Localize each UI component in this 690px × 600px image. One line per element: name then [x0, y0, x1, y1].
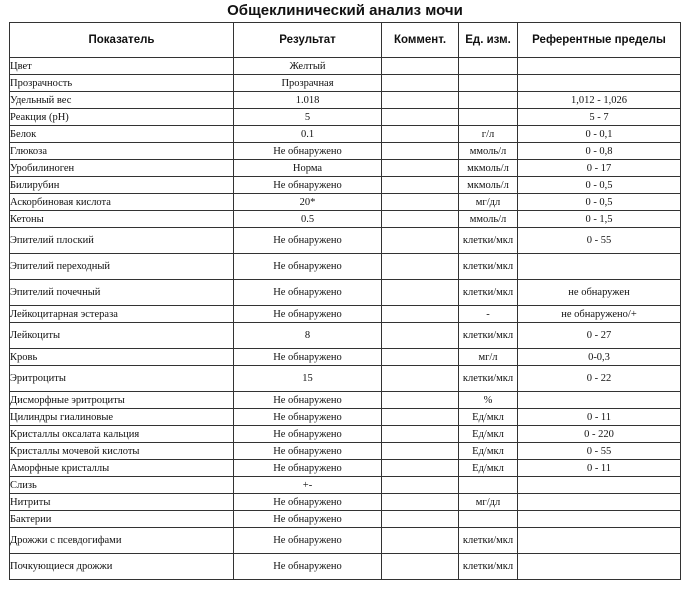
- column-header-comment: Коммент.: [382, 23, 459, 58]
- table-row: [10, 554, 681, 580]
- cell-ref: [518, 254, 681, 280]
- cell-result: Норма: [234, 160, 382, 177]
- cell-comment: [382, 126, 459, 143]
- header-row: [10, 23, 681, 58]
- cell-name: Кристаллы мочевой кислоты: [10, 443, 234, 460]
- cell-result: Не обнаружено: [234, 306, 382, 323]
- cell-name: Уробилиноген: [10, 160, 234, 177]
- cell-ref: 5 - 7: [518, 109, 681, 126]
- cell-result: 8: [234, 323, 382, 349]
- cell-name: Удельный вес: [10, 92, 234, 109]
- cell-ref: [518, 58, 681, 75]
- cell-result: 15: [234, 366, 382, 392]
- table-row: [10, 177, 681, 194]
- cell-name: Билирубин: [10, 177, 234, 194]
- cell-ref: [518, 528, 681, 554]
- table-row: [10, 460, 681, 477]
- cell-result: Не обнаружено: [234, 143, 382, 160]
- cell-result: Не обнаружено: [234, 349, 382, 366]
- cell-result: 5: [234, 109, 382, 126]
- cell-unit: ммоль/л: [459, 143, 518, 160]
- cell-result: Желтый: [234, 58, 382, 75]
- cell-result: 0.1: [234, 126, 382, 143]
- table-row: [10, 228, 681, 254]
- cell-unit: ммоль/л: [459, 211, 518, 228]
- cell-name: Аморфные кристаллы: [10, 460, 234, 477]
- cell-unit: [459, 58, 518, 75]
- column-header-result: Результат: [234, 23, 382, 58]
- cell-name: Дрожжи с псевдогифами: [10, 528, 234, 554]
- cell-unit: клетки/мкл: [459, 280, 518, 306]
- cell-result: 0.5: [234, 211, 382, 228]
- cell-ref: 0 - 11: [518, 460, 681, 477]
- table-row: [10, 409, 681, 426]
- cell-unit: мг/дл: [459, 194, 518, 211]
- cell-name: Дисморфные эритроциты: [10, 392, 234, 409]
- cell-name: Реакция (pH): [10, 109, 234, 126]
- cell-name: Кровь: [10, 349, 234, 366]
- cell-name: Почкующиеся дрожжи: [10, 554, 234, 580]
- table-row: [10, 194, 681, 211]
- page-title: Общеклинический анализ мочи: [227, 2, 463, 19]
- cell-name: Эпителий плоский: [10, 228, 234, 254]
- cell-result: Не обнаружено: [234, 554, 382, 580]
- cell-ref: [518, 75, 681, 92]
- cell-ref: 0 - 220: [518, 426, 681, 443]
- cell-comment: [382, 109, 459, 126]
- cell-comment: [382, 409, 459, 426]
- table-row: [10, 426, 681, 443]
- results-body: [10, 58, 681, 580]
- table-row: [10, 109, 681, 126]
- cell-comment: [382, 177, 459, 194]
- cell-name: Кристаллы оксалата кальция: [10, 426, 234, 443]
- cell-name: Прозрачность: [10, 75, 234, 92]
- cell-comment: [382, 143, 459, 160]
- cell-ref: [518, 511, 681, 528]
- cell-name: Глюкоза: [10, 143, 234, 160]
- table-row: [10, 392, 681, 409]
- cell-comment: [382, 443, 459, 460]
- cell-unit: г/л: [459, 126, 518, 143]
- cell-name: Цилиндры гиалиновые: [10, 409, 234, 426]
- cell-ref: 1,012 - 1,026: [518, 92, 681, 109]
- table-row: [10, 528, 681, 554]
- cell-ref: [518, 494, 681, 511]
- column-header-unit: Ед. изм.: [459, 23, 518, 58]
- cell-name: Лейкоциты: [10, 323, 234, 349]
- cell-comment: [382, 392, 459, 409]
- cell-comment: [382, 75, 459, 92]
- cell-name: Слизь: [10, 477, 234, 494]
- cell-ref: 0 - 0,5: [518, 194, 681, 211]
- cell-comment: [382, 477, 459, 494]
- table-row: [10, 443, 681, 460]
- cell-ref: [518, 392, 681, 409]
- cell-comment: [382, 460, 459, 477]
- cell-unit: клетки/мкл: [459, 254, 518, 280]
- cell-ref: 0 - 55: [518, 443, 681, 460]
- cell-ref: 0 - 17: [518, 160, 681, 177]
- cell-name: Аскорбиновая кислота: [10, 194, 234, 211]
- cell-unit: [459, 109, 518, 126]
- cell-name: Эритроциты: [10, 366, 234, 392]
- cell-result: Не обнаружено: [234, 409, 382, 426]
- cell-name: Эпителий переходный: [10, 254, 234, 280]
- cell-comment: [382, 58, 459, 75]
- cell-unit: [459, 92, 518, 109]
- cell-unit: [459, 511, 518, 528]
- cell-comment: [382, 194, 459, 211]
- cell-ref: 0 - 0,1: [518, 126, 681, 143]
- table-row: [10, 511, 681, 528]
- table-row: [10, 75, 681, 92]
- cell-name: Кетоны: [10, 211, 234, 228]
- cell-ref: 0 - 0,8: [518, 143, 681, 160]
- cell-ref: 0 - 55: [518, 228, 681, 254]
- cell-comment: [382, 426, 459, 443]
- cell-unit: Ед/мкл: [459, 443, 518, 460]
- cell-result: Не обнаружено: [234, 528, 382, 554]
- table-row: [10, 323, 681, 349]
- cell-comment: [382, 280, 459, 306]
- cell-ref: 0 - 11: [518, 409, 681, 426]
- cell-unit: Ед/мкл: [459, 426, 518, 443]
- cell-unit: клетки/мкл: [459, 528, 518, 554]
- cell-unit: [459, 477, 518, 494]
- cell-comment: [382, 366, 459, 392]
- cell-comment: [382, 528, 459, 554]
- table-row: [10, 494, 681, 511]
- cell-unit: Ед/мкл: [459, 409, 518, 426]
- cell-unit: мг/дл: [459, 494, 518, 511]
- cell-comment: [382, 349, 459, 366]
- cell-result: Не обнаружено: [234, 228, 382, 254]
- cell-ref: 0 - 1,5: [518, 211, 681, 228]
- cell-unit: клетки/мкл: [459, 366, 518, 392]
- table-row: [10, 211, 681, 228]
- cell-result: Прозрачная: [234, 75, 382, 92]
- table-row: [10, 58, 681, 75]
- table-row: [10, 160, 681, 177]
- cell-unit: клетки/мкл: [459, 323, 518, 349]
- cell-result: Не обнаружено: [234, 280, 382, 306]
- cell-unit: клетки/мкл: [459, 228, 518, 254]
- cell-comment: [382, 92, 459, 109]
- cell-unit: клетки/мкл: [459, 554, 518, 580]
- cell-result: Не обнаружено: [234, 494, 382, 511]
- cell-result: 20*: [234, 194, 382, 211]
- cell-unit: мг/л: [459, 349, 518, 366]
- cell-comment: [382, 494, 459, 511]
- cell-name: Цвет: [10, 58, 234, 75]
- cell-ref: 0 - 27: [518, 323, 681, 349]
- table-row: [10, 349, 681, 366]
- cell-ref: 0-0,3: [518, 349, 681, 366]
- cell-name: Эпителий почечный: [10, 280, 234, 306]
- cell-ref: не обнаружен: [518, 280, 681, 306]
- table-row: [10, 92, 681, 109]
- table-row: [10, 254, 681, 280]
- cell-unit: Ед/мкл: [459, 460, 518, 477]
- cell-result: Не обнаружено: [234, 177, 382, 194]
- table-row: [10, 366, 681, 392]
- cell-result: 1.018: [234, 92, 382, 109]
- cell-name: Белок: [10, 126, 234, 143]
- cell-ref: 0 - 0,5: [518, 177, 681, 194]
- table-row: [10, 143, 681, 160]
- cell-unit: мкмоль/л: [459, 177, 518, 194]
- cell-comment: [382, 228, 459, 254]
- cell-comment: [382, 254, 459, 280]
- cell-comment: [382, 306, 459, 323]
- cell-result: Не обнаружено: [234, 254, 382, 280]
- cell-unit: мкмоль/л: [459, 160, 518, 177]
- cell-comment: [382, 160, 459, 177]
- cell-result: Не обнаружено: [234, 460, 382, 477]
- cell-ref: [518, 477, 681, 494]
- cell-unit: -: [459, 306, 518, 323]
- results-table: [9, 22, 681, 580]
- cell-comment: [382, 511, 459, 528]
- cell-name: Бактерии: [10, 511, 234, 528]
- cell-result: Не обнаружено: [234, 511, 382, 528]
- cell-ref: не обнаружено/+: [518, 306, 681, 323]
- cell-ref: [518, 554, 681, 580]
- table-row: [10, 280, 681, 306]
- table-row: [10, 126, 681, 143]
- cell-unit: [459, 75, 518, 92]
- column-header-ref: Референтные пределы: [518, 23, 681, 58]
- cell-result: Не обнаружено: [234, 443, 382, 460]
- cell-comment: [382, 554, 459, 580]
- cell-name: Лейкоцитарная эстераза: [10, 306, 234, 323]
- cell-comment: [382, 323, 459, 349]
- cell-name: Нитриты: [10, 494, 234, 511]
- column-header-name: Показатель: [10, 23, 234, 58]
- cell-unit: %: [459, 392, 518, 409]
- cell-result: +-: [234, 477, 382, 494]
- table-row: [10, 306, 681, 323]
- cell-ref: 0 - 22: [518, 366, 681, 392]
- cell-comment: [382, 211, 459, 228]
- table-row: [10, 477, 681, 494]
- cell-result: Не обнаружено: [234, 392, 382, 409]
- cell-result: Не обнаружено: [234, 426, 382, 443]
